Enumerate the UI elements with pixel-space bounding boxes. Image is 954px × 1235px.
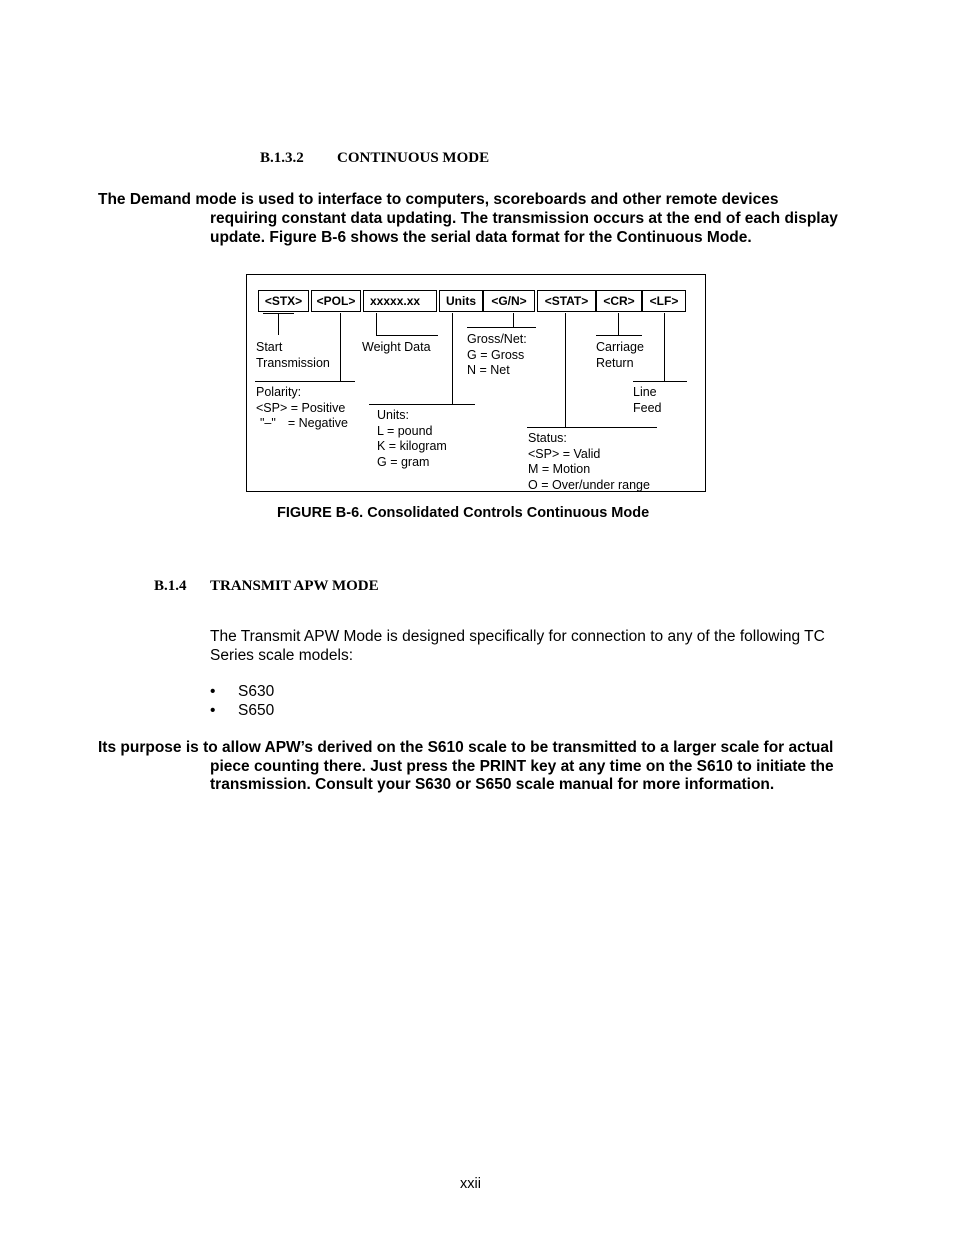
label-line-feed: Line Feed — [633, 385, 662, 415]
bullet-icon: • — [210, 702, 216, 719]
field-stat: <STAT> — [537, 290, 596, 312]
section-b132-number: B.1.3.2 — [260, 150, 304, 166]
field-units: Units — [439, 290, 483, 312]
field-pol: <POL> — [311, 290, 361, 312]
label-weight-data: Weight Data — [362, 340, 431, 354]
field-stx: <STX> — [258, 290, 309, 312]
page-number: xxii — [460, 1176, 481, 1192]
purpose-line-2: piece counting there. Just press the PRINT key at any time on the S610 to initiate the — [210, 758, 834, 775]
field-lf: <LF> — [642, 290, 686, 312]
label-status: Status: <SP> = Valid M = Motion O = Over/under range — [528, 431, 650, 492]
label-start: Start Transmission — [256, 340, 330, 370]
intro-line-2: requiring constant data updating. The transmission occurs at the end of each display — [210, 210, 838, 227]
field-weight: xxxxx.xx — [363, 290, 437, 312]
field-gn: <G/N> — [483, 290, 535, 312]
purpose-line-1: Its purpose is to allow APW’s derived on the S610 scale to be transmitted to a larger scale for actual — [98, 739, 834, 756]
label-gross-net: Gross/Net: G = Gross N = Net — [467, 332, 527, 377]
section-b132-title: CONTINUOUS MODE — [337, 150, 490, 166]
section-b14-number: B.1.4 — [154, 578, 187, 594]
figure-caption: FIGURE B-6. Consolidated Controls Continuous Mode — [277, 505, 650, 521]
list-item: • S630 — [210, 683, 275, 700]
intro-line-3: update. Figure B-6 shows the serial data format for the Continuous Mode. — [210, 229, 752, 246]
label-polarity: Polarity: <SP> = Positive "–" = Negative — [256, 385, 348, 430]
figure-b6 — [246, 274, 706, 492]
bullet-icon: • — [210, 683, 216, 700]
apw-line-1: The Transmit APW Mode is designed specifically for connection to any of the following TC — [210, 628, 825, 645]
list-item: • S650 — [210, 702, 275, 719]
purpose-line-3: transmission. Consult your S630 or S650 scale manual for more information. — [210, 776, 775, 793]
apw-line-2: Series scale models: — [210, 647, 354, 664]
section-b14-title: TRANSMIT APW MODE — [210, 578, 379, 594]
field-cr: <CR> — [596, 290, 642, 312]
intro-line-1: The Demand mode is used to interface to computers, scoreboards and other remote devices — [98, 191, 779, 208]
label-units: Units: L = pound K = kilogram G = gram — [377, 408, 447, 469]
label-carriage-return: Carriage Return — [596, 340, 644, 370]
